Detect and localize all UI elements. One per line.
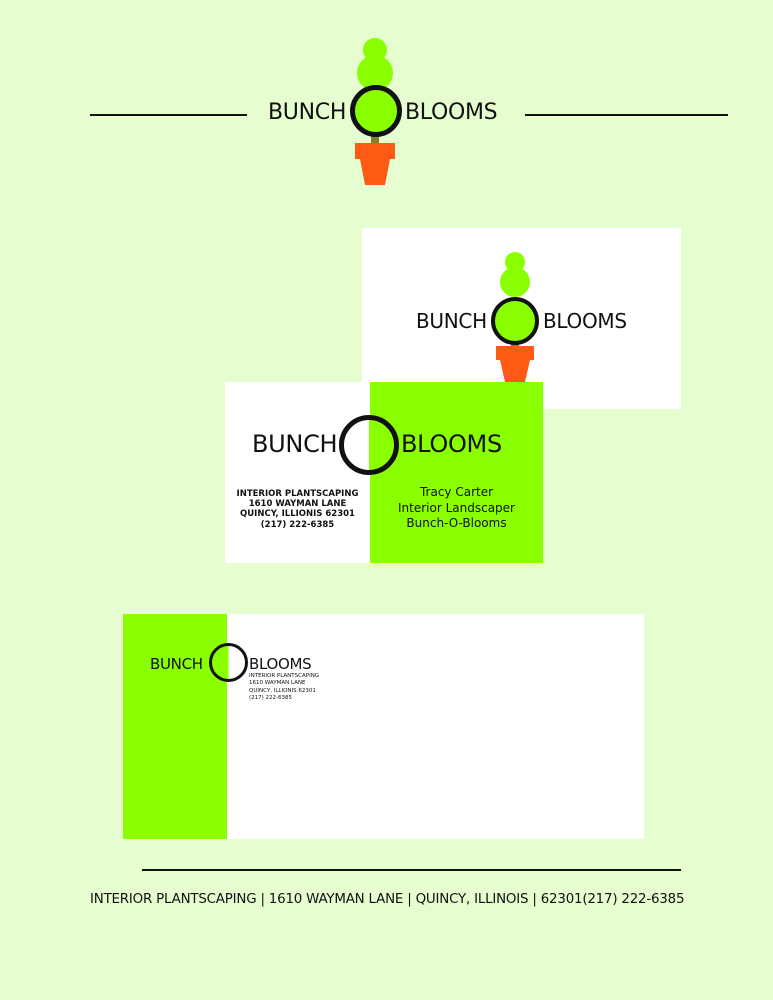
logo-word-bunch: BUNCH bbox=[268, 100, 347, 125]
logo-ring bbox=[350, 85, 402, 137]
footer-rule bbox=[142, 869, 681, 871]
card-contact-name: Tracy Carter bbox=[419, 485, 494, 499]
envelope-green-strip bbox=[123, 614, 227, 839]
logo-word-blooms: BLOOMS bbox=[405, 100, 498, 125]
envelope-address-line: QUINCY, ILLIONIS 62301 bbox=[249, 687, 316, 694]
card-front-logo-ring bbox=[339, 415, 399, 475]
envelope-logo-ring bbox=[209, 643, 248, 682]
envelope-address-line: INTERIOR PLANTSCAPING bbox=[249, 673, 320, 679]
envelope-address-block bbox=[249, 673, 319, 703]
card-front-word-bunch: BUNCH bbox=[252, 430, 338, 458]
card-address-line: INTERIOR PLANTSCAPING bbox=[236, 489, 359, 499]
envelope-word-blooms: BLOOMS bbox=[249, 655, 312, 673]
business-card-front bbox=[225, 382, 543, 563]
footer-address: INTERIOR PLANTSCAPING | 1610 WAYMAN LANE | QUINCY, ILLINOIS | 62301(217) 222-6385 bbox=[90, 892, 685, 907]
card-logo-word-bunch: BUNCH bbox=[416, 309, 487, 333]
envelope-address-line: (217) 222-6385 bbox=[249, 695, 293, 702]
card-address-line: (217) 222-6385 bbox=[260, 519, 335, 530]
card-address-line: 1610 WAYMAN LANE bbox=[248, 499, 347, 510]
card-address-line: QUINCY, ILLIONIS 62301 bbox=[240, 509, 355, 520]
top-rule-left bbox=[90, 114, 247, 116]
card-green-half bbox=[370, 382, 543, 563]
card-logo-word-blooms: BLOOMS bbox=[543, 309, 627, 333]
card-contact-block bbox=[370, 485, 543, 532]
card-address-block bbox=[225, 489, 370, 530]
card-front-word-blooms: BLOOMS bbox=[401, 430, 502, 458]
card-contact-company: Bunch-O-Blooms bbox=[406, 516, 507, 531]
card-logo-ring bbox=[491, 297, 539, 345]
card-contact-title: Interior Landscaper bbox=[398, 500, 515, 515]
envelope-address-line: 1610 WAYMAN LANE bbox=[249, 680, 306, 687]
envelope-word-bunch: BUNCH bbox=[150, 655, 203, 673]
envelope bbox=[123, 614, 644, 839]
top-rule-right bbox=[525, 114, 728, 116]
